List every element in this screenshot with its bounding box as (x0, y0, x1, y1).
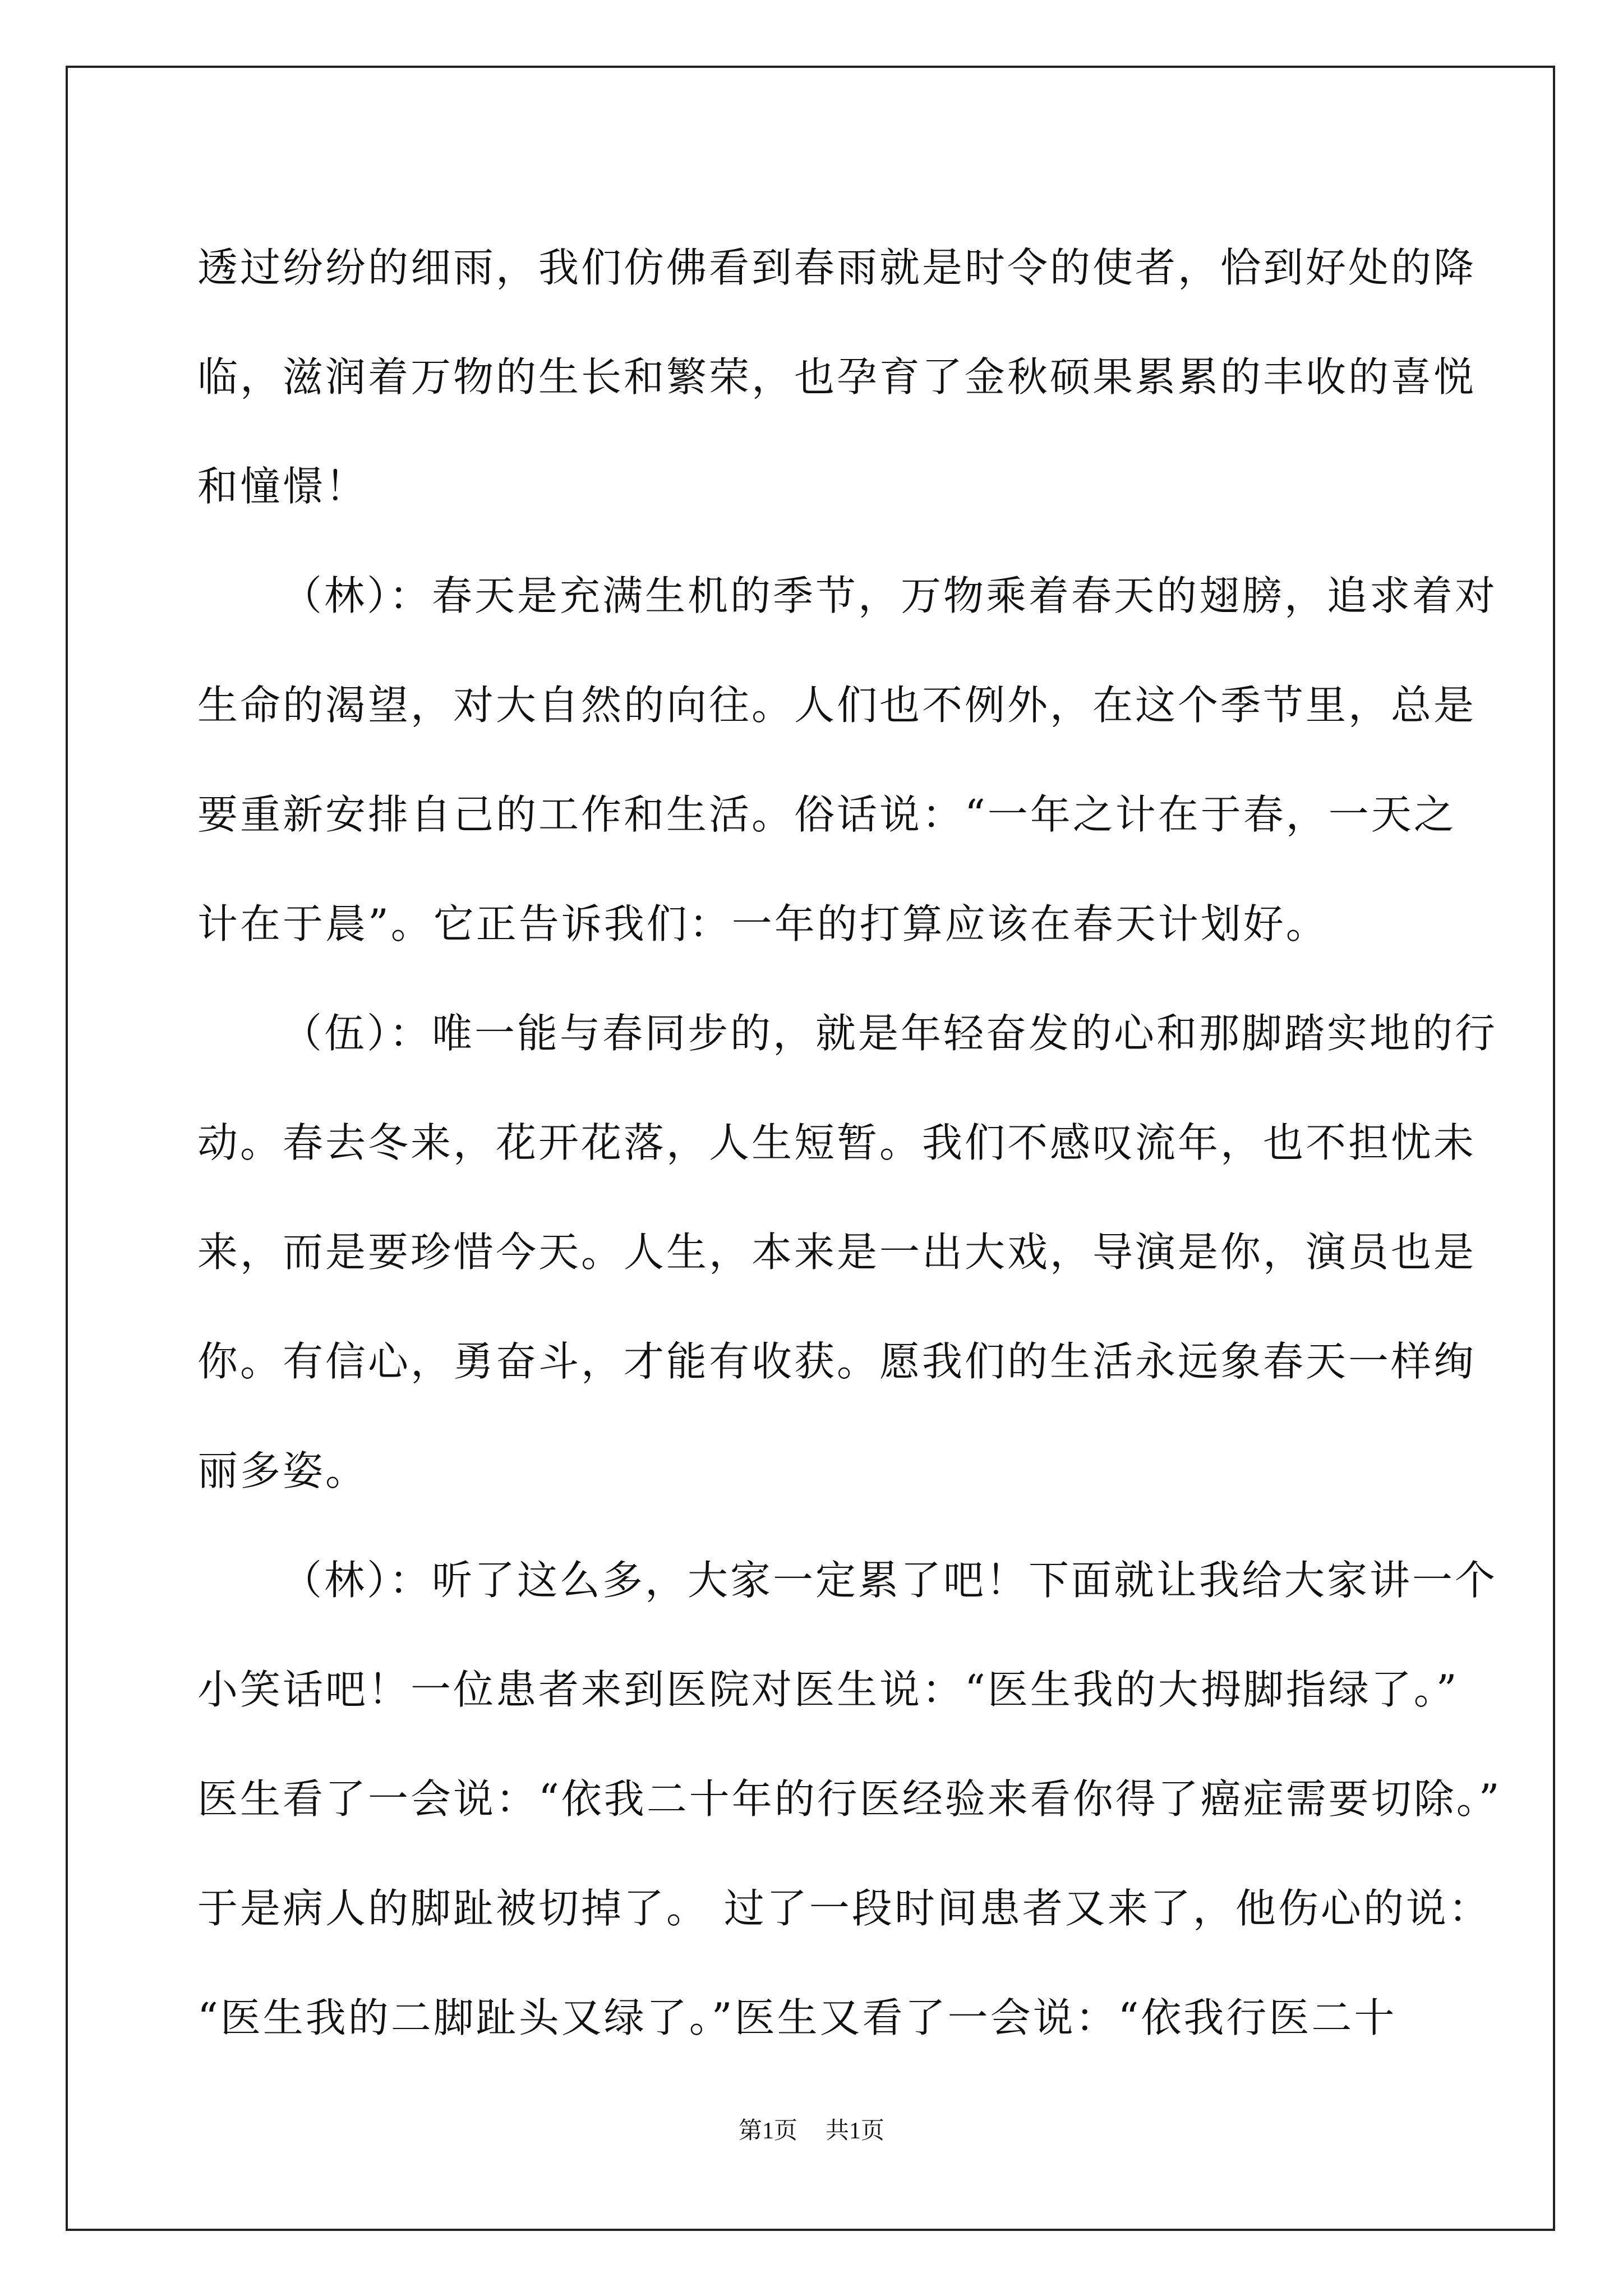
text-line: 医生看了一会说：“依我二十年的行医经验来看你得了癌症需要切除。” (197, 1775, 1502, 1823)
text-line: 动。春去冬来，花开花落，人生短暂。我们不感叹流年，也不担忧未 (197, 1119, 1477, 1166)
text-line: 丽多姿。 (197, 1447, 368, 1494)
paragraph-start-line: （林）：春天是充满生机的季节，万物乘着春天的翅膀，追求着对 (282, 572, 1498, 619)
text-line: 计在于晨”。它正告诉我们：一年的打算应该在春天计划好。 (197, 900, 1329, 947)
text-line: “医生我的二脚趾头又绿了。”医生又看了一会说：“依我行医二十 (197, 1994, 1397, 2041)
text-line: 透过纷纷的细雨，我们仿佛看到春雨就是时令的使者，恰到好处的降 (197, 244, 1477, 291)
paragraph-start-line: （伍）：唯一能与春同步的，就是年轻奋发的心和那脚踏实地的行 (282, 1010, 1498, 1057)
document-body (197, 213, 1502, 2073)
page-number-current: 第1页 (738, 2118, 797, 2144)
text-line: 生命的渴望，对大自然的向往。人们也不例外，在这个季节里，总是 (197, 682, 1477, 729)
text-line: 于是病人的脚趾被切掉了。 过了一段时间患者又来了，他伤心的说： (197, 1885, 1491, 1932)
text-line: 来，而是要珍惜今天。人生，本来是一出大戏，导演是你，演员也是 (197, 1228, 1477, 1276)
paragraph-start-line: （林）：听了这么多，大家一定累了吧！下面就让我给大家讲一个 (282, 1557, 1498, 1604)
page-footer (0, 2112, 1623, 2146)
text-line: 小笑话吧！一位患者来到医院对医生说：“医生我的大拇脚指绿了。” (197, 1666, 1459, 1713)
text-line: 要重新安排自己的工作和生活。俗话说：“一年之计在于春，一天之 (197, 791, 1456, 838)
text-line: 临，滋润着万物的生长和繁荣，也孕育了金秋硕果累累的丰收的喜悦 (197, 353, 1477, 401)
text-line: 和憧憬！ (197, 463, 368, 510)
text-line: 你。有信心，勇奋斗，才能有收获。愿我们的生活永远象春天一样绚 (197, 1338, 1477, 1385)
page-number-total: 共1页 (826, 2118, 885, 2144)
